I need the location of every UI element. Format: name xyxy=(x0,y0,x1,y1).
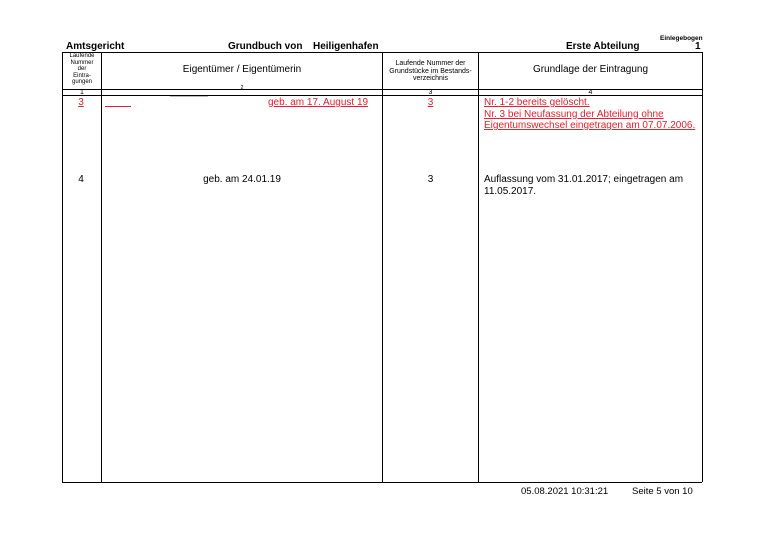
entry-4-basis: Auflassung vom 31.01.2017; eingetragen am 11.05.2017. xyxy=(484,174,684,197)
section-title: Erste Abteilung xyxy=(566,41,640,52)
col2-header: Eigentümer / Eigentümerin xyxy=(182,64,302,75)
table-right-border xyxy=(702,52,703,482)
col4-index: 4 xyxy=(588,89,593,96)
col3-index: 3 xyxy=(428,89,433,96)
table-bottom-border xyxy=(62,482,702,483)
col2-index: 2 xyxy=(240,85,244,91)
book-label: Grundbuch von xyxy=(228,41,303,52)
col-divider-1 xyxy=(101,52,102,482)
col1-index: 1 xyxy=(80,89,84,96)
entry-4-number: 4 xyxy=(78,174,84,185)
entry-3-redacted-gray-line xyxy=(170,96,208,97)
einlegebogen-label: Einlegebogen xyxy=(660,35,703,42)
entry-4-plot: 3 xyxy=(427,174,434,185)
place-name: Heiligenhafen xyxy=(313,41,379,52)
einlegebogen-number: 1 xyxy=(695,41,701,52)
col-divider-2 xyxy=(382,52,383,482)
entry-3-redacted-name-line xyxy=(105,106,131,107)
court-label: Amtsgericht xyxy=(66,41,125,52)
footer-page-number: Seite 5 von 10 xyxy=(632,486,693,497)
entry-4-owner: geb. am 24.01.19 xyxy=(203,174,281,185)
footer-timestamp: 05.08.2021 10:31:21 xyxy=(521,486,609,497)
entry-3-number: 3 xyxy=(78,97,84,108)
entry-3-plot: 3 xyxy=(427,97,434,108)
entry-3-owner: geb. am 17. August 19 xyxy=(268,97,369,108)
col-divider-3 xyxy=(478,52,479,482)
col1-header: Laufende Nummer der Eintra- gungen xyxy=(69,53,95,85)
entry-3-basis: Nr. 1-2 bereits gelöscht. Nr. 3 bei Neufassung der Abteilung ohne Eigentumswechsel eingetragen am 07.07.2006. xyxy=(484,97,696,131)
col4-header: Grundlage der Eintragung xyxy=(532,64,649,75)
table-left-border xyxy=(62,52,63,482)
col3-header: Laufende Nummer der Grundstücke im Bestands- verzeichnis xyxy=(389,60,472,82)
